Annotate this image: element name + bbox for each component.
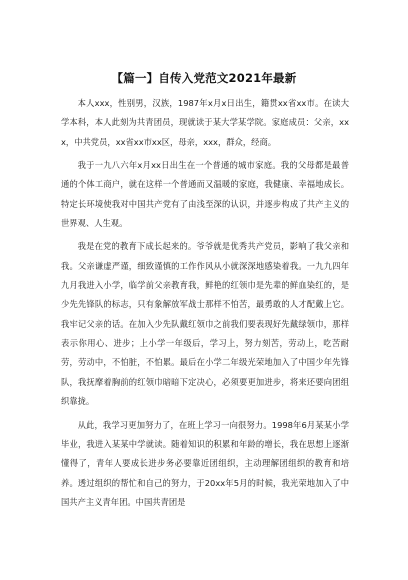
document-title: 【篇一】自传入党范文2021年最新 [111,71,297,85]
paragraph-personal-info: 本人xxx，性别男，汉族，1987年x月x日出生，籍贯xx省xx市。在读大学本科，本人此刻为共青团员，现就读于某大学某学院。家庭成员：父亲，xxx，中共党员，xx省xx市xx区，母亲，xxx，群众，经商。 [61,98,349,147]
paragraph-family-background: 我于一九八六年x月xx日出生在一个普通的城市家庭。我的父母都是最普通的个体工商户，就在这样一个普通而又温暖的家庭，我健康、幸福地成长。特定长环境使我对中国共产党有了由浅至深的认识，并逐步构成了共产主义的世界观、人生观。 [61,160,349,229]
paragraph-childhood-education: 我是在党的教育下成长起来的。爷爷就是优秀共产党员，影响了我父亲和我。父亲谦虚严谨，细致谨慎的工作作风从小就深深地感染着我。一九九四年九月我进入小学，临学前父亲教育我，鲜艳的红领巾是先辈的鲜血染红的，是少先先锋队的标志，只有象解放军战士那样不怕苦，最勇敢的人才配戴上它。我牢记父亲的话。在加入少先队戴红领巾之前我们要表现好先戴绿领巾，那样表示你用心、进步；上小学一年级后，学习上，努力刻苦，劳动上，吃苦耐劳，劳动中，不怕脏，不怕累。最后在小学二年级光荣地加入了中国少年先锋队，我抚摩着胸前的红领巾暗暗下定决心，必须要更加进步，将来还要向团组织靠拢。 [61,241,349,407]
document-body [61,94,349,516]
paragraph-youth-league: 从此，我学习更加努力了，在班上学习一向很努力。1998年6月某某小学毕业，我进入某某中学就读。随着知识的积累和年龄的增长，我在思想上逐渐懂得了，青年人要成长进步务必要靠近团组织，主动理解团组织的教育和培养。透过组织的帮忙和自己的努力，于20xx年5月的时候，我光荣地加入了中国共产主义青年团。中国共青团是 [61,419,349,507]
